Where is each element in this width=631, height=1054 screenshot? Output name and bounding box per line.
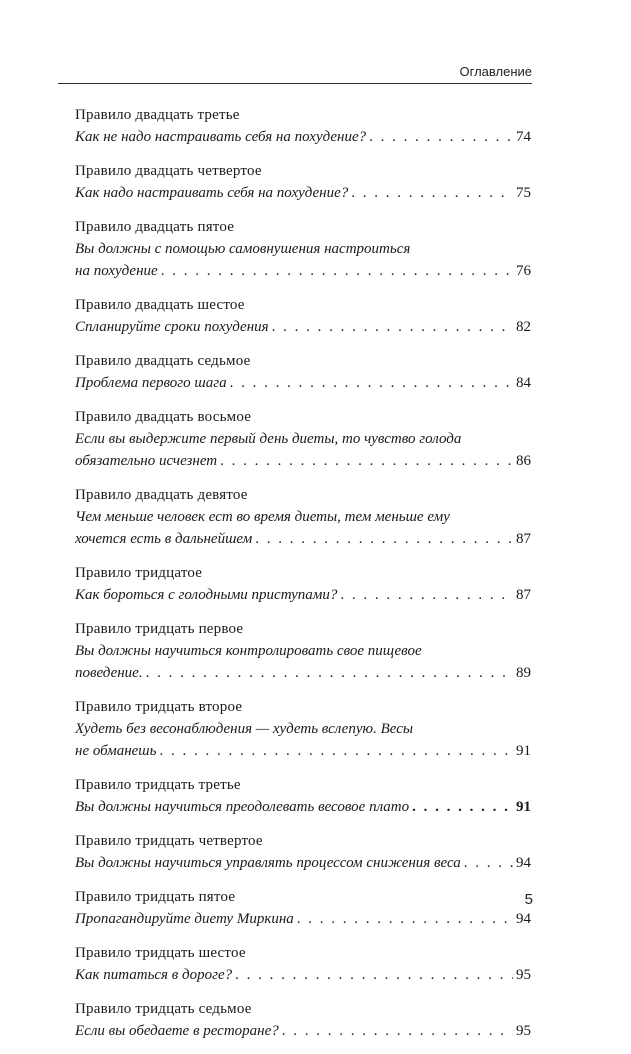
leader-dots <box>464 852 513 874</box>
page-ref: 74 <box>516 129 531 145</box>
entry-text: Вы должны с помощью самовнушения настроиться <box>75 241 411 257</box>
entry-line <box>75 428 531 450</box>
toc-entry[interactable] <box>75 104 531 148</box>
entry-text: Вы должны научиться управлять процессом снижения веса <box>75 855 461 871</box>
entry-text: Проблема первого шага <box>75 375 227 391</box>
rule-title: Правило тридцать третье <box>75 777 241 793</box>
entry-line <box>75 1020 531 1042</box>
page-ref: 95 <box>516 967 531 983</box>
rule-title: Правило тридцатое <box>75 565 203 581</box>
entry-line <box>75 852 531 874</box>
entry-text: Как надо настраивать себя на похудение? <box>75 185 349 201</box>
entry-text: Пропагандируйте диету Миркина <box>75 911 294 927</box>
leader-dots <box>412 796 513 818</box>
leader-dots <box>146 662 513 684</box>
entry-line <box>75 506 531 528</box>
entry-line <box>75 740 531 762</box>
leader-dots <box>351 182 513 204</box>
page-ref: 75 <box>516 185 531 201</box>
leader-dots <box>340 584 513 606</box>
toc-entry[interactable] <box>75 618 531 684</box>
entry-text: не обманешь <box>75 743 157 759</box>
toc-entry[interactable] <box>75 484 531 550</box>
toc-entry[interactable] <box>75 294 531 338</box>
leader-dots <box>159 740 513 762</box>
rule-title: Правило двадцать девятое <box>75 487 248 503</box>
entry-line <box>75 640 531 662</box>
page-ref: 82 <box>516 319 531 335</box>
page-ref: 86 <box>516 453 531 469</box>
entry-text: Если вы выдержите первый день диеты, то чувство голода <box>75 431 462 447</box>
entry-line <box>75 372 531 394</box>
rule-title: Правило тридцать седьмое <box>75 1001 252 1017</box>
rule-title: Правило двадцать пятое <box>75 219 235 235</box>
entry-text: хочется есть в дальнейшем <box>75 531 253 547</box>
page-number: 5 <box>524 891 533 908</box>
entry-text: Худеть без весонаблюдения — худеть вслепую. Весы <box>75 721 414 737</box>
rule-title: Правило двадцать восьмое <box>75 409 252 425</box>
entry-text: на похудение <box>75 263 158 279</box>
toc-entry[interactable] <box>75 942 531 986</box>
leader-dots <box>161 260 513 282</box>
entry-line <box>75 718 531 740</box>
entry-line <box>75 238 531 260</box>
leader-dots <box>297 908 513 930</box>
toc-entry[interactable] <box>75 350 531 394</box>
entry-text: Как питаться в дороге? <box>75 967 233 983</box>
toc-entry[interactable] <box>75 886 531 930</box>
entry-text: Спланируйте сроки похудения <box>75 319 269 335</box>
entry-line <box>75 126 531 148</box>
rule-title: Правило тридцать четвертое <box>75 833 263 849</box>
leader-dots <box>272 316 513 338</box>
rule-title: Правило двадцать седьмое <box>75 353 251 369</box>
toc-entry[interactable] <box>75 160 531 204</box>
toc-entry[interactable] <box>75 696 531 762</box>
page-ref: 87 <box>516 531 531 547</box>
leader-dots <box>220 450 513 472</box>
page-ref: 89 <box>516 665 531 681</box>
entry-line <box>75 528 531 550</box>
toc-entry[interactable] <box>75 406 531 472</box>
entry-line <box>75 260 531 282</box>
leader-dots <box>255 528 513 550</box>
entry-text: Как бороться с голодными приступами? <box>75 587 338 603</box>
entry-line <box>75 964 531 986</box>
entry-text: обязательно исчезнет <box>75 453 218 469</box>
rule-title: Правило двадцать шестое <box>75 297 245 313</box>
entry-text: Вы должны научиться преодолевать весовое плато <box>75 799 410 815</box>
leader-dots <box>235 964 513 986</box>
page-ref: 95 <box>516 1023 531 1039</box>
running-header: Оглавление <box>459 64 532 79</box>
entry-line <box>75 450 531 472</box>
page-ref: 94 <box>516 911 531 927</box>
entry-text: поведение. <box>75 665 143 681</box>
page-ref: 76 <box>516 263 531 279</box>
entry-text: Вы должны научиться контролировать свое пищевое <box>75 643 422 659</box>
page-ref: 84 <box>516 375 531 391</box>
toc-entry[interactable] <box>75 830 531 874</box>
page-ref: 87 <box>516 587 531 603</box>
page-ref: 94 <box>516 855 531 871</box>
leader-dots <box>230 372 513 394</box>
toc-entry[interactable] <box>75 998 531 1042</box>
rule-title: Правило тридцать второе <box>75 699 243 715</box>
entry-text: Если вы обедаете в ресторане? <box>75 1023 279 1039</box>
toc-entry[interactable] <box>75 216 531 282</box>
rule-title: Правило двадцать четвертое <box>75 163 262 179</box>
entry-line <box>75 316 531 338</box>
table-of-contents <box>75 104 531 1054</box>
entry-line <box>75 584 531 606</box>
toc-entry[interactable] <box>75 562 531 606</box>
toc-entry[interactable] <box>75 774 531 818</box>
entry-text: Чем меньше человек ест во время диеты, тем меньше ему <box>75 509 450 525</box>
header-rule <box>58 83 532 84</box>
rule-title: Правило тридцать пятое <box>75 889 236 905</box>
entry-line <box>75 182 531 204</box>
rule-title: Правило двадцать третье <box>75 107 240 123</box>
entry-line <box>75 908 531 930</box>
leader-dots <box>282 1020 513 1042</box>
entry-text: Как не надо настраивать себя на похудение? <box>75 129 367 145</box>
rule-title: Правило тридцать шестое <box>75 945 246 961</box>
entry-line <box>75 796 531 818</box>
page-ref: 91 <box>516 743 531 759</box>
rule-title: Правило тридцать первое <box>75 621 244 637</box>
entry-line <box>75 662 531 684</box>
page-ref: 91 <box>516 799 531 815</box>
leader-dots <box>369 126 513 148</box>
